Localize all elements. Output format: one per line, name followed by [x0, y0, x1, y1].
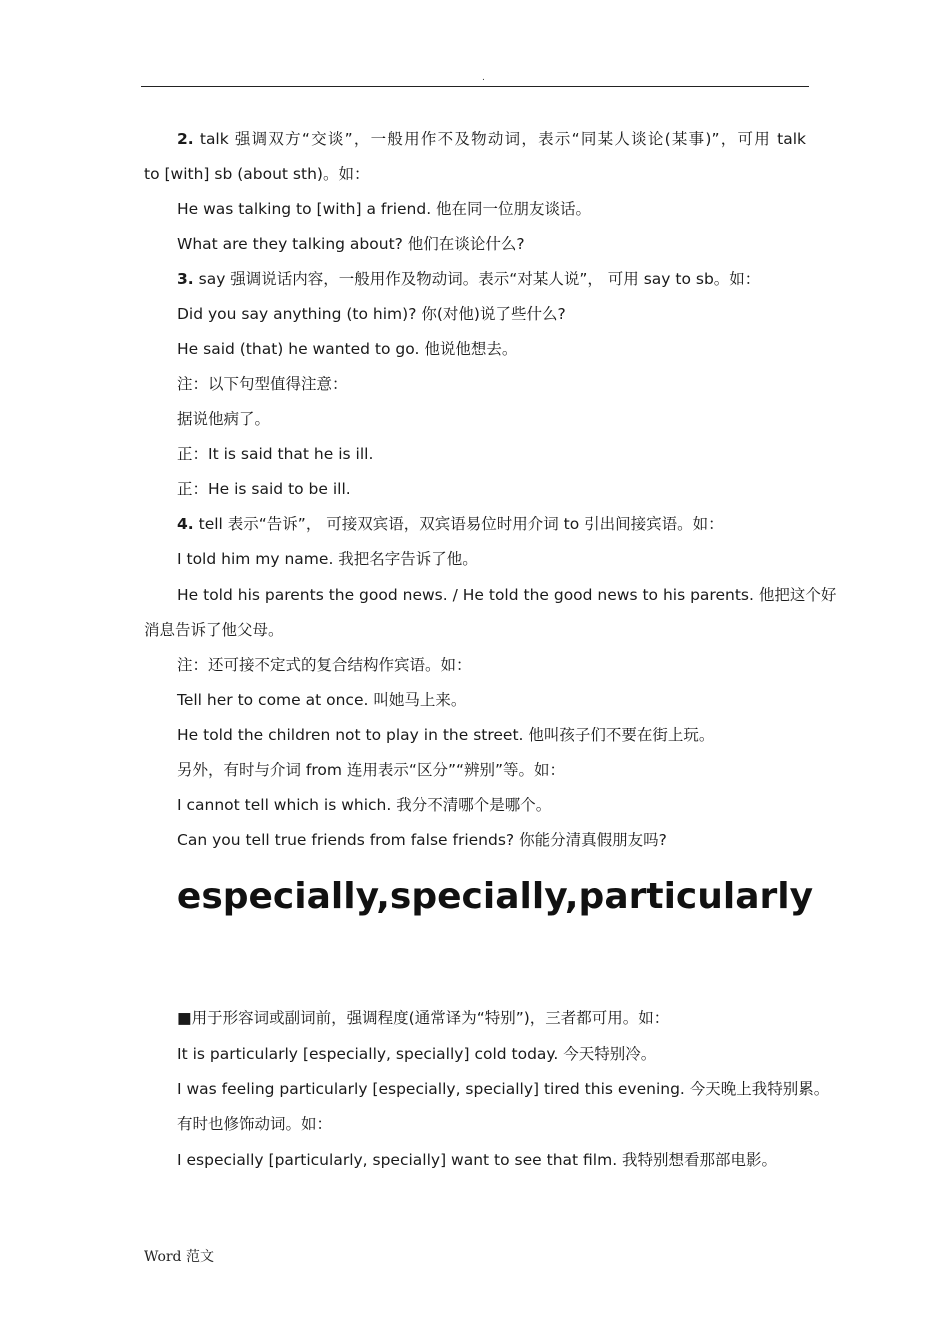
especially-point: ■用于形容词或副词前，强调程度(通常译为“特别”)，三者都可用。如： — [177, 1009, 670, 1027]
tell-example-3: Tell her to come at once. 叫她马上来。 — [177, 691, 467, 709]
especially-example-3: I especially [particularly, specially] want to see that film. 我特别想看那部电影。 — [177, 1151, 778, 1169]
talk-example-2: What are they talking about? 他们在谈论什么? — [177, 235, 525, 253]
footer-label: Word 范文 — [144, 1249, 214, 1265]
section-heading: especially,specially,particularly — [176, 876, 814, 917]
talk-intro-text: talk 强调双方“交谈”，一般用作不及物动词，表示“同某人谈论(某事)”，可用 talk — [193, 130, 806, 148]
talk-intro-line-2: to [with] sb (about sth)。如： — [144, 165, 370, 183]
tell-number: 4. — [177, 515, 194, 533]
say-intro — [177, 269, 760, 289]
tell-intro-text: tell 表示“告诉”， 可接双宾语，双宾语易位时用介词 to 引出间接宾语。如： — [193, 515, 724, 533]
say-note-chinese: 据说他病了。 — [177, 410, 271, 428]
tell-note: 注：还可接不定式的复合结构作宾语。如： — [177, 656, 472, 674]
tell-example-1: I told him my name. 我把名字告诉了他。 — [177, 550, 478, 568]
talk-number: 2. — [177, 130, 194, 148]
talk-intro-line-1 — [177, 129, 806, 149]
say-note: 注：以下句型值得注意： — [177, 375, 348, 393]
tell-intro — [177, 514, 724, 534]
header-rule — [141, 86, 809, 87]
say-correct-1: 正：It is said that he is ill. — [177, 445, 374, 463]
say-example-2: He said (that) he wanted to go. 他说他想去。 — [177, 340, 518, 358]
tell-example-2-line-2: 消息告诉了他父母。 — [144, 621, 284, 639]
say-example-1: Did you say anything (to him)? 你(对他)说了些什么? — [177, 305, 566, 323]
say-number: 3. — [177, 270, 194, 288]
header-mark: . — [482, 73, 485, 83]
especially-example-2: I was feeling particularly [especially, specially] tired this evening. 今天晚上我特别累。 — [177, 1080, 830, 1098]
talk-example-1: He was talking to [with] a friend. 他在同一位朋友谈话。 — [177, 200, 592, 218]
especially-example-1: It is particularly [especially, specially] cold today. 今天特别冷。 — [177, 1045, 657, 1063]
say-intro-text: say 强调说话内容，一般用作及物动词。表示“对某人说”， 可用 say to sb。如： — [193, 270, 761, 288]
tell-extra: 另外，有时与介词 from 连用表示“区分”“辨别”等。如： — [177, 761, 566, 779]
tell-example-4: He told the children not to play in the street. 他叫孩子们不要在街上玩。 — [177, 726, 715, 744]
tell-example-5: I cannot tell which is which. 我分不清哪个是哪个。 — [177, 796, 552, 814]
say-correct-2: 正：He is said to be ill. — [177, 480, 351, 498]
especially-verbs-note: 有时也修饰动词。如： — [177, 1115, 333, 1133]
tell-example-2-line-1: He told his parents the good news. / He told the good news to his parents. 他把这个好 — [177, 586, 837, 604]
tell-example-6: Can you tell true friends from false friends? 你能分清真假朋友吗? — [177, 831, 667, 849]
